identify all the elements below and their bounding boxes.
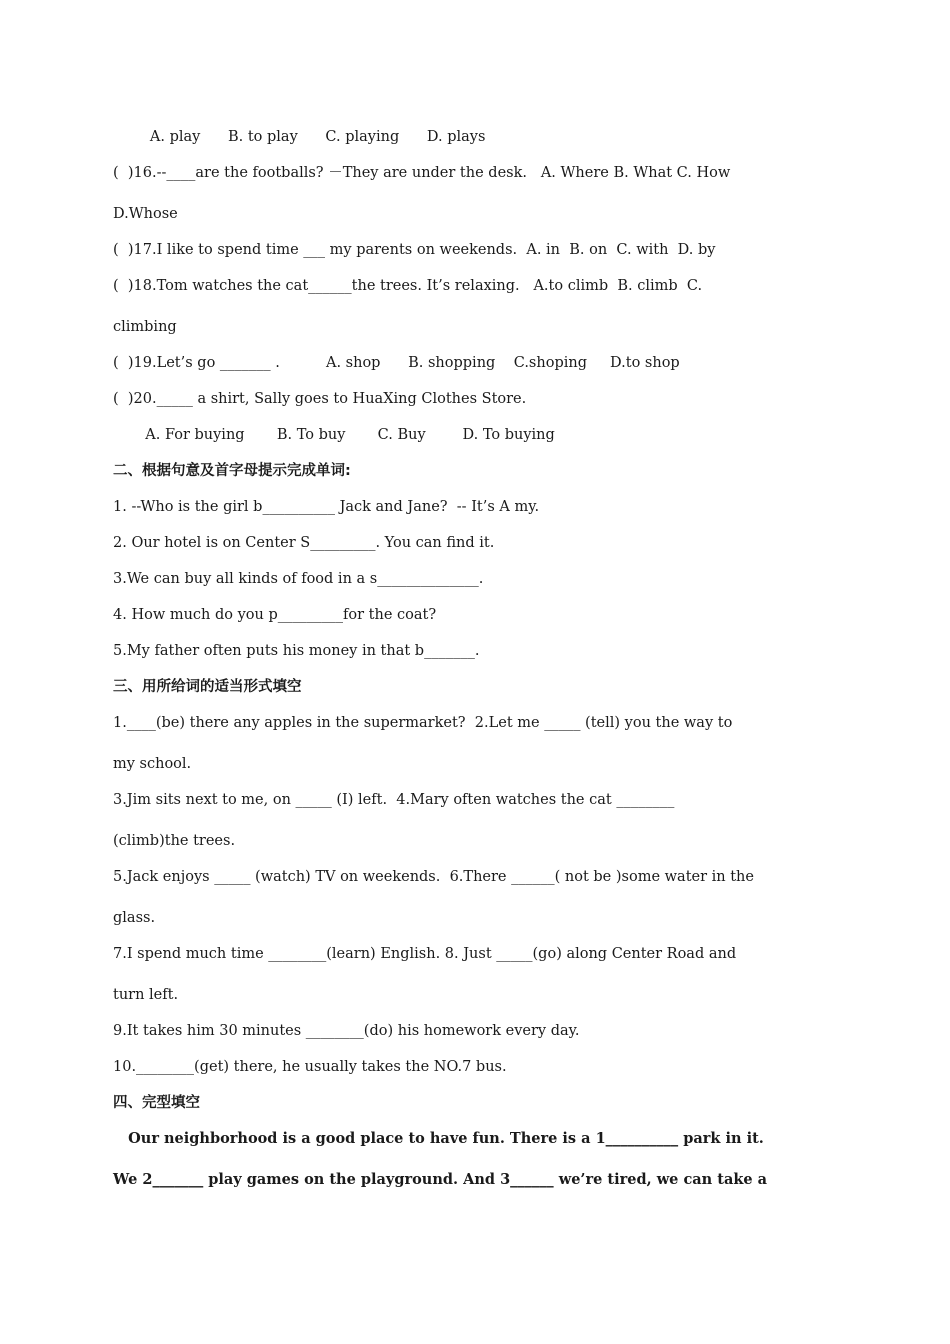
q16-line: ( )16.--____are the footballs? －They are under the desk. A. Where B. What C. How <box>113 165 731 181</box>
s2-item-2: 2. Our hotel is on Center S_________. You can find it. <box>113 535 495 551</box>
s2-item-3: 3.We can buy all kinds of food in a s______________. <box>113 571 484 587</box>
s3-items-5-6: 5.Jack enjoys _____ (watch) TV on weekends. 6.There ______( not be )some water in the <box>113 869 754 885</box>
cloze-passage-line-1: Our neighborhood is a good place to have fun. There is a 1__________ park in it. <box>113 1130 764 1147</box>
s3-item-9: 9.It takes him 30 minutes ________(do) his homework every day. <box>113 1023 580 1039</box>
q20-line: ( )20._____ a shirt, Sally goes to HuaXing Clothes Store. <box>113 391 527 407</box>
s3-item-10: 10.________(get) there, he usually takes the NO.7 bus. <box>113 1059 507 1075</box>
q15-options: A. play B. to play C. playing D. plays <box>113 129 486 145</box>
q16-option-d: D.Whose <box>113 206 178 222</box>
s3-item-4-cont: (climb)the trees. <box>113 833 236 849</box>
s2-item-5: 5.My father often puts his money in that b_______. <box>113 643 480 659</box>
s2-item-1: 1. --Who is the girl b__________ Jack and Jane? -- It’s A my. <box>113 499 540 515</box>
q20-options: A. For buying B. To buy C. Buy D. To buying <box>113 427 555 443</box>
s3-items-7-8: 7.I spend much time ________(learn) English. 8. Just _____(go) along Center Road and <box>113 946 737 962</box>
q17-line: ( )17.I like to spend time ___ my parents on weekends. A. in B. on C. with D. by <box>113 242 716 258</box>
section-2-heading: 二、根据句意及首字母提示完成单词: <box>113 463 351 479</box>
q18-option-c: climbing <box>113 319 177 335</box>
s3-items-3-4: 3.Jim sits next to me, on _____ (I) left. 4.Mary often watches the cat ________ <box>113 792 675 808</box>
s3-item-6-cont: glass. <box>113 910 156 926</box>
s2-item-4: 4. How much do you p_________for the coat? <box>113 607 437 623</box>
s3-item-2-cont: my school. <box>113 756 192 772</box>
s3-items-1-2: 1.____(be) there any apples in the supermarket? 2.Let me _____ (tell) you the way to <box>113 715 733 731</box>
cloze-passage-line-2: We 2_______ play games on the playground. And 3______ we’re tired, we can take a <box>113 1171 768 1188</box>
q18-line: ( )18.Tom watches the cat______the trees. It’s relaxing. A.to climb B. climb C. <box>113 278 703 294</box>
section-4-heading: 四、完型填空 <box>113 1095 200 1111</box>
s3-item-8-cont: turn left. <box>113 987 179 1003</box>
q19-line: ( )19.Let’s go _______ . A. shop B. shopping C.shoping D.to shop <box>113 355 680 371</box>
section-3-heading: 三、用所给词的适当形式填空 <box>113 679 302 695</box>
